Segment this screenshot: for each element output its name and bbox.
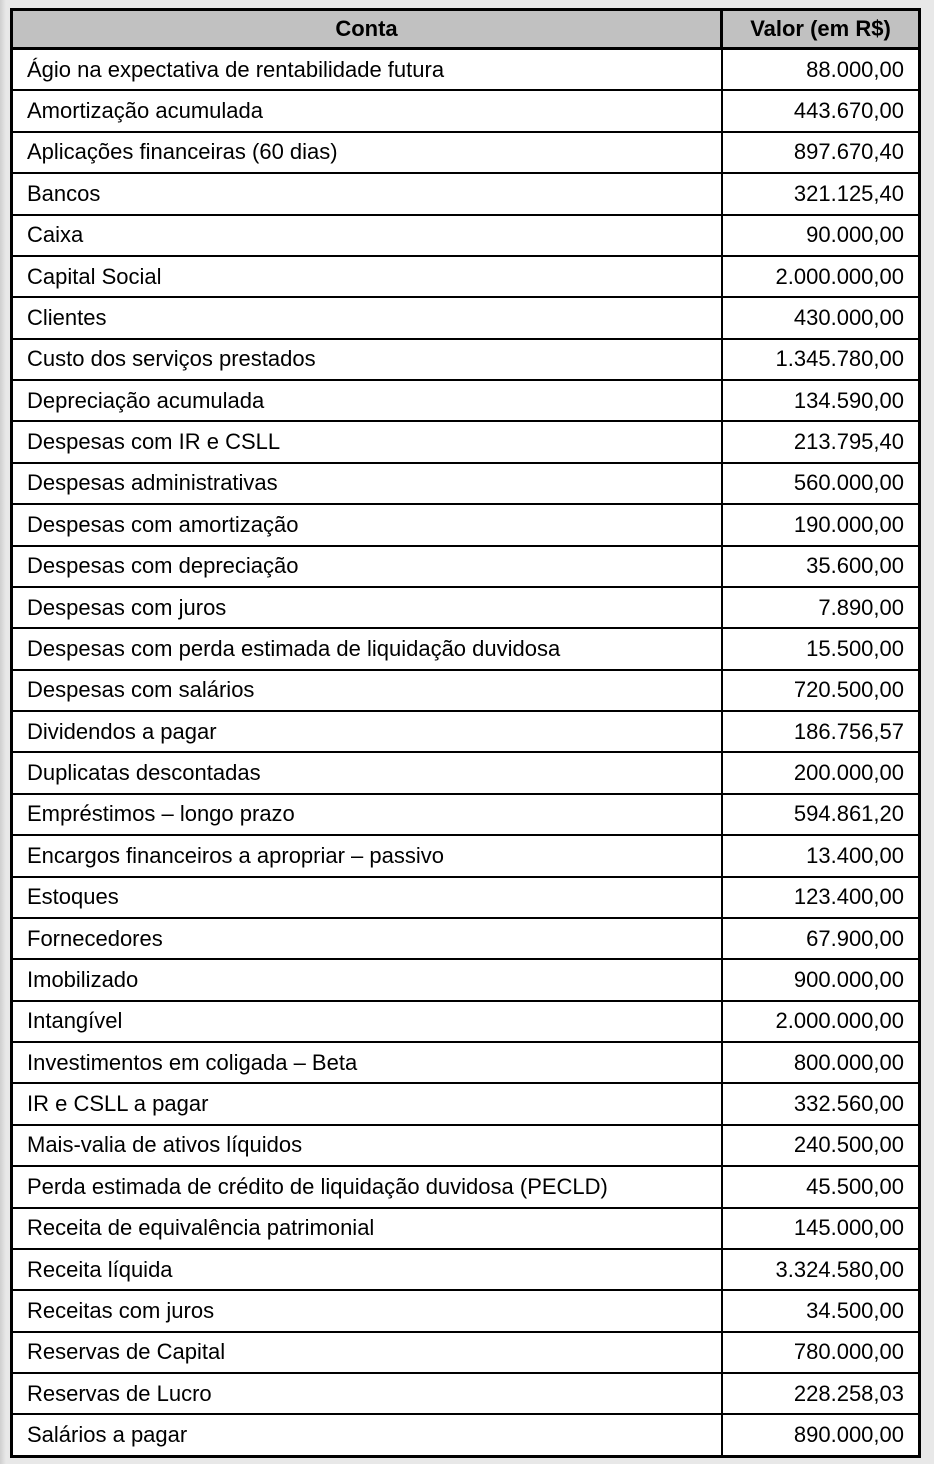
table-row <box>12 256 920 297</box>
account-name-cell: Amortização acumulada <box>12 90 722 131</box>
table-row <box>12 628 920 669</box>
account-name-cell: Despesas com amortização <box>12 504 722 545</box>
account-value-cell: 213.795,40 <box>722 421 920 462</box>
account-value-cell: 35.600,00 <box>722 546 920 587</box>
account-value-cell: 123.400,00 <box>722 877 920 918</box>
table-row <box>12 1001 920 1042</box>
account-value-cell: 67.900,00 <box>722 918 920 959</box>
column-header-conta: Conta <box>12 10 722 49</box>
table-row <box>12 1166 920 1207</box>
trial-balance-table <box>10 8 921 1458</box>
table-row <box>12 546 920 587</box>
table-row <box>12 1249 920 1290</box>
table-row <box>12 1042 920 1083</box>
account-name-cell: Intangível <box>12 1001 722 1042</box>
column-header-valor: Valor (em R$) <box>722 10 920 49</box>
table-row <box>12 711 920 752</box>
table-row <box>12 835 920 876</box>
account-value-cell: 45.500,00 <box>722 1166 920 1207</box>
account-name-cell: Fornecedores <box>12 918 722 959</box>
table-row <box>12 752 920 793</box>
account-name-cell: Salários a pagar <box>12 1414 722 1456</box>
account-value-cell: 200.000,00 <box>722 752 920 793</box>
table-row <box>12 339 920 380</box>
account-name-cell: Empréstimos – longo prazo <box>12 794 722 835</box>
account-value-cell: 34.500,00 <box>722 1290 920 1331</box>
account-value-cell: 134.590,00 <box>722 380 920 421</box>
account-value-cell: 720.500,00 <box>722 670 920 711</box>
account-name-cell: Custo dos serviços prestados <box>12 339 722 380</box>
account-value-cell: 594.861,20 <box>722 794 920 835</box>
account-name-cell: Despesas com juros <box>12 587 722 628</box>
account-value-cell: 321.125,40 <box>722 173 920 214</box>
account-name-cell: Despesas com IR e CSLL <box>12 421 722 462</box>
account-value-cell: 186.756,57 <box>722 711 920 752</box>
table-row <box>12 380 920 421</box>
account-name-cell: Receita líquida <box>12 1249 722 1290</box>
account-name-cell: Receitas com juros <box>12 1290 722 1331</box>
table-row <box>12 918 920 959</box>
account-name-cell: Reservas de Lucro <box>12 1373 722 1414</box>
account-name-cell: Perda estimada de crédito de liquidação duvidosa (PECLD) <box>12 1166 722 1207</box>
account-name-cell: Despesas com perda estimada de liquidação duvidosa <box>12 628 722 669</box>
table-row <box>12 1125 920 1166</box>
account-value-cell: 1.345.780,00 <box>722 339 920 380</box>
table-row <box>12 1290 920 1331</box>
account-name-cell: Reservas de Capital <box>12 1332 722 1373</box>
account-name-cell: Receita de equivalência patrimonial <box>12 1208 722 1249</box>
account-name-cell: Mais-valia de ativos líquidos <box>12 1125 722 1166</box>
account-value-cell: 560.000,00 <box>722 463 920 504</box>
table-row <box>12 173 920 214</box>
account-value-cell: 90.000,00 <box>722 215 920 256</box>
account-value-cell: 145.000,00 <box>722 1208 920 1249</box>
account-value-cell: 430.000,00 <box>722 297 920 338</box>
account-value-cell: 2.000.000,00 <box>722 1001 920 1042</box>
table-row <box>12 90 920 131</box>
account-value-cell: 88.000,00 <box>722 49 920 91</box>
account-value-cell: 332.560,00 <box>722 1083 920 1124</box>
account-name-cell: Aplicações financeiras (60 dias) <box>12 132 722 173</box>
table-row <box>12 1414 920 1456</box>
account-name-cell: Ágio na expectativa de rentabilidade futura <box>12 49 722 91</box>
table-row <box>12 959 920 1000</box>
account-value-cell: 7.890,00 <box>722 587 920 628</box>
account-value-cell: 900.000,00 <box>722 959 920 1000</box>
table-row <box>12 297 920 338</box>
account-name-cell: Despesas com salários <box>12 670 722 711</box>
table-body <box>12 49 920 1457</box>
table-row <box>12 504 920 545</box>
account-value-cell: 443.670,00 <box>722 90 920 131</box>
account-name-cell: Dividendos a pagar <box>12 711 722 752</box>
account-name-cell: Despesas administrativas <box>12 463 722 504</box>
table-row <box>12 1332 920 1373</box>
account-value-cell: 228.258,03 <box>722 1373 920 1414</box>
account-name-cell: Clientes <box>12 297 722 338</box>
table-row <box>12 670 920 711</box>
table-row <box>12 49 920 91</box>
table-row <box>12 132 920 173</box>
table-row <box>12 1373 920 1414</box>
table-row <box>12 1208 920 1249</box>
account-value-cell: 15.500,00 <box>722 628 920 669</box>
account-name-cell: Imobilizado <box>12 959 722 1000</box>
account-name-cell: Caixa <box>12 215 722 256</box>
table-row <box>12 215 920 256</box>
account-value-cell: 890.000,00 <box>722 1414 920 1456</box>
table-row <box>12 463 920 504</box>
account-name-cell: Investimentos em coligada – Beta <box>12 1042 722 1083</box>
account-value-cell: 897.670,40 <box>722 132 920 173</box>
table-row <box>12 877 920 918</box>
account-name-cell: Despesas com depreciação <box>12 546 722 587</box>
table-row <box>12 421 920 462</box>
account-value-cell: 3.324.580,00 <box>722 1249 920 1290</box>
table-row <box>12 587 920 628</box>
header-row <box>12 10 920 49</box>
account-name-cell: Encargos financeiros a apropriar – passivo <box>12 835 722 876</box>
table-row <box>12 794 920 835</box>
account-name-cell: IR e CSLL a pagar <box>12 1083 722 1124</box>
account-value-cell: 240.500,00 <box>722 1125 920 1166</box>
account-value-cell: 13.400,00 <box>722 835 920 876</box>
account-name-cell: Estoques <box>12 877 722 918</box>
account-value-cell: 780.000,00 <box>722 1332 920 1373</box>
account-value-cell: 2.000.000,00 <box>722 256 920 297</box>
table-row <box>12 1083 920 1124</box>
account-name-cell: Capital Social <box>12 256 722 297</box>
account-value-cell: 800.000,00 <box>722 1042 920 1083</box>
account-name-cell: Bancos <box>12 173 722 214</box>
table-header <box>12 10 920 49</box>
account-name-cell: Duplicatas descontadas <box>12 752 722 793</box>
account-value-cell: 190.000,00 <box>722 504 920 545</box>
account-name-cell: Depreciação acumulada <box>12 380 722 421</box>
